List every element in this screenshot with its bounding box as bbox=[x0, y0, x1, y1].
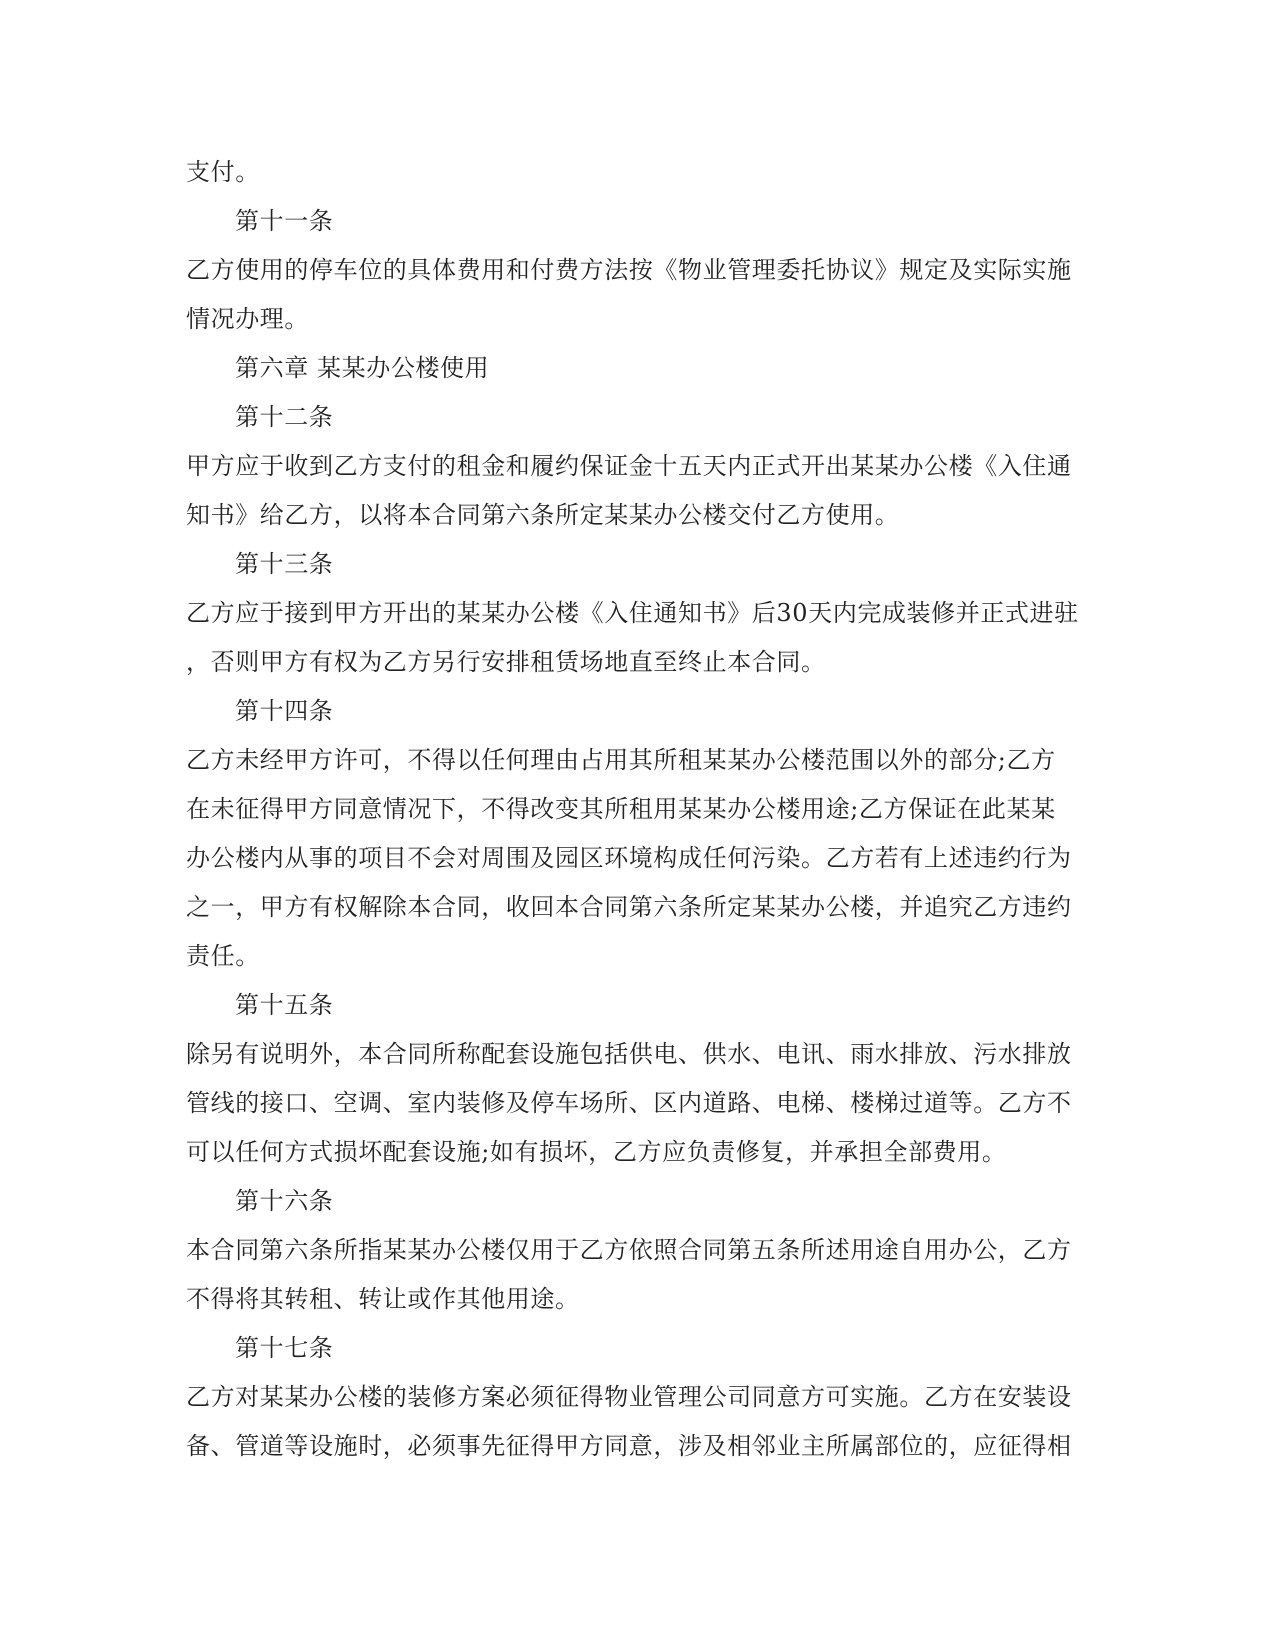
paragraph-line: 情况办理。 bbox=[186, 305, 309, 333]
paragraph-line: 管线的接口、空调、室内装修及停车场所、区内道路、电梯、楼梯过道等。乙方不 bbox=[186, 1089, 1072, 1117]
paragraph-line: 在未征得甲方同意情况下，不得改变其所租用某某办公楼用途;乙方保证在此某某 bbox=[186, 795, 1056, 823]
article-heading: 第十四条 bbox=[235, 697, 334, 725]
article-heading: 第十六条 bbox=[235, 1187, 334, 1215]
paragraph-line: 备、管道等设施时，必须事先征得甲方同意，涉及相邻业主所属部位的，应征得相 bbox=[186, 1432, 1072, 1460]
chapter-heading: 第六章 某某办公楼使用 bbox=[235, 354, 490, 382]
paragraph-line: 支付。 bbox=[186, 158, 260, 186]
article-heading: 第十七条 bbox=[235, 1334, 334, 1362]
paragraph-line: 之一，甲方有权解除本合同，收回本合同第六条所定某某办公楼，并追究乙方违约 bbox=[186, 893, 1072, 921]
paragraph-line: 甲方应于收到乙方支付的租金和履约保证金十五天内正式开出某某办公楼《入住通 bbox=[186, 452, 1072, 480]
article-heading: 第十二条 bbox=[235, 403, 334, 431]
paragraph-line: ，否则甲方有权为乙方另行安排租赁场地直至终止本合同。 bbox=[186, 648, 826, 676]
paragraph-line: 办公楼内从事的项目不会对周围及园区环境构成任何污染。乙方若有上述违约行为 bbox=[186, 844, 1072, 872]
paragraph-line: 乙方应于接到甲方开出的某某办公楼《入住通知书》后30天内完成装修并正式进驻 bbox=[186, 599, 1079, 627]
paragraph-line: 乙方对某某办公楼的装修方案必须征得物业管理公司同意方可实施。乙方在安装设 bbox=[186, 1383, 1072, 1411]
contract-text bbox=[186, 148, 1091, 1471]
article-heading: 第十五条 bbox=[235, 991, 334, 1019]
paragraph-line: 除另有说明外，本合同所称配套设施包括供电、供水、电讯、雨水排放、污水排放 bbox=[186, 1040, 1072, 1068]
paragraph-line: 乙方未经甲方许可，不得以任何理由占用其所租某某办公楼范围以外的部分;乙方 bbox=[186, 746, 1056, 774]
article-heading: 第十三条 bbox=[235, 550, 334, 578]
paragraph-line: 不得将其转租、转让或作其他用途。 bbox=[186, 1285, 580, 1313]
article-heading: 第十一条 bbox=[235, 207, 334, 235]
paragraph-line: 乙方使用的停车位的具体费用和付费方法按《物业管理委托协议》规定及实际实施 bbox=[186, 256, 1072, 284]
paragraph-line: 可以任何方式损坏配套设施;如有损坏，乙方应负责修复，并承担全部费用。 bbox=[186, 1138, 1007, 1166]
paragraph-line: 本合同第六条所指某某办公楼仅用于乙方依照合同第五条所述用途自用办公，乙方 bbox=[186, 1236, 1072, 1264]
paragraph-line: 知书》给乙方，以将本合同第六条所定某某办公楼交付乙方使用。 bbox=[186, 501, 900, 529]
paragraph-line: 责任。 bbox=[186, 942, 260, 970]
